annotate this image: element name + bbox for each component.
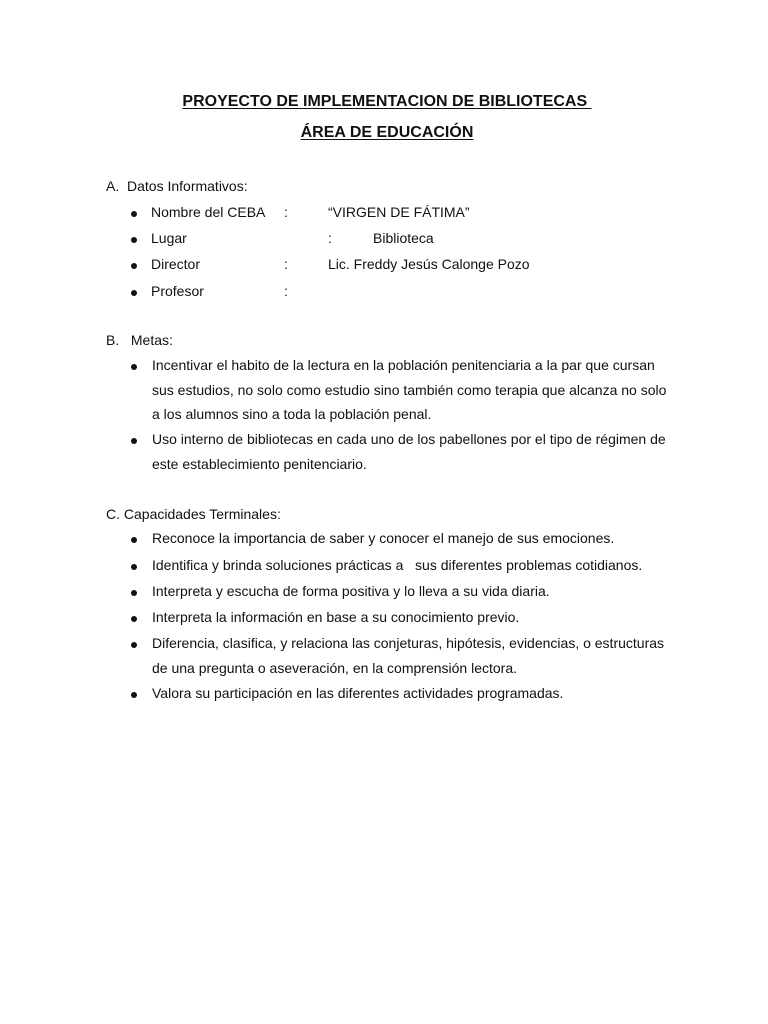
list-item-text: Incentivar el habito de la lectura en la población penitenciaria a la par que cursan (152, 357, 655, 373)
section-a-heading: A. Datos Informativos: (106, 178, 248, 194)
info-value: Biblioteca (373, 230, 434, 246)
bullet (131, 564, 137, 570)
bullet (131, 616, 137, 622)
bullet (131, 290, 137, 296)
bullet (131, 692, 137, 698)
list-item-text: Diferencia, clasifica, y relaciona las conjeturas, hipótesis, evidencias, o estructuras (152, 635, 665, 651)
list-item-text: Valora su participación en las diferentes actividades programadas. (152, 685, 564, 701)
info-label: Nombre del CEBA (151, 204, 266, 220)
bullet (131, 211, 137, 217)
bullet (131, 537, 137, 543)
info-colon: : (284, 256, 288, 272)
bullet (131, 438, 137, 444)
list-item-text: Uso interno de bibliotecas en cada uno de los pabellones por el tipo de régimen de (152, 431, 666, 447)
info-label: Lugar (151, 230, 187, 246)
document-subtitle: ÁREA DE EDUCACIÓN (300, 124, 474, 141)
bullet (131, 263, 137, 269)
info-label: Profesor (151, 283, 204, 299)
list-item-text: Reconoce la importancia de saber y conocer el manejo de sus emociones. (152, 530, 615, 546)
list-item-text: de una pregunta o aseveración, en la comprensión lectora. (152, 660, 518, 676)
bullet (131, 642, 137, 648)
bullet (131, 237, 137, 243)
info-value: “VIRGEN DE FÁTIMA” (328, 204, 470, 220)
list-item-text: Interpreta y escucha de forma positiva y lo lleva a su vida diaria. (152, 583, 550, 599)
list-item-text: sus estudios, no solo como estudio sino también como terapia que alcanza no solo (152, 382, 667, 398)
list-item-text: Identifica y brinda soluciones prácticas a sus diferentes problemas cotidianos. (152, 557, 643, 573)
bullet (131, 590, 137, 596)
info-value: Lic. Freddy Jesús Calonge Pozo (328, 256, 530, 272)
list-item-text: a los alumnos sino a toda la población penal. (152, 406, 432, 422)
info-colon: : (328, 230, 332, 246)
section-b-heading: B. Metas: (106, 332, 173, 348)
info-colon: : (284, 283, 288, 299)
info-colon: : (284, 204, 288, 220)
section-c-heading: C. Capacidades Terminales: (106, 506, 281, 522)
list-item-text: este establecimiento penitenciario. (152, 456, 367, 472)
document-title: PROYECTO DE IMPLEMENTACION DE BIBLIOTECAS (182, 93, 592, 110)
info-label: Director (151, 256, 201, 272)
bullet (131, 364, 137, 370)
list-item-text: Interpreta la información en base a su conocimiento previo. (152, 609, 520, 625)
